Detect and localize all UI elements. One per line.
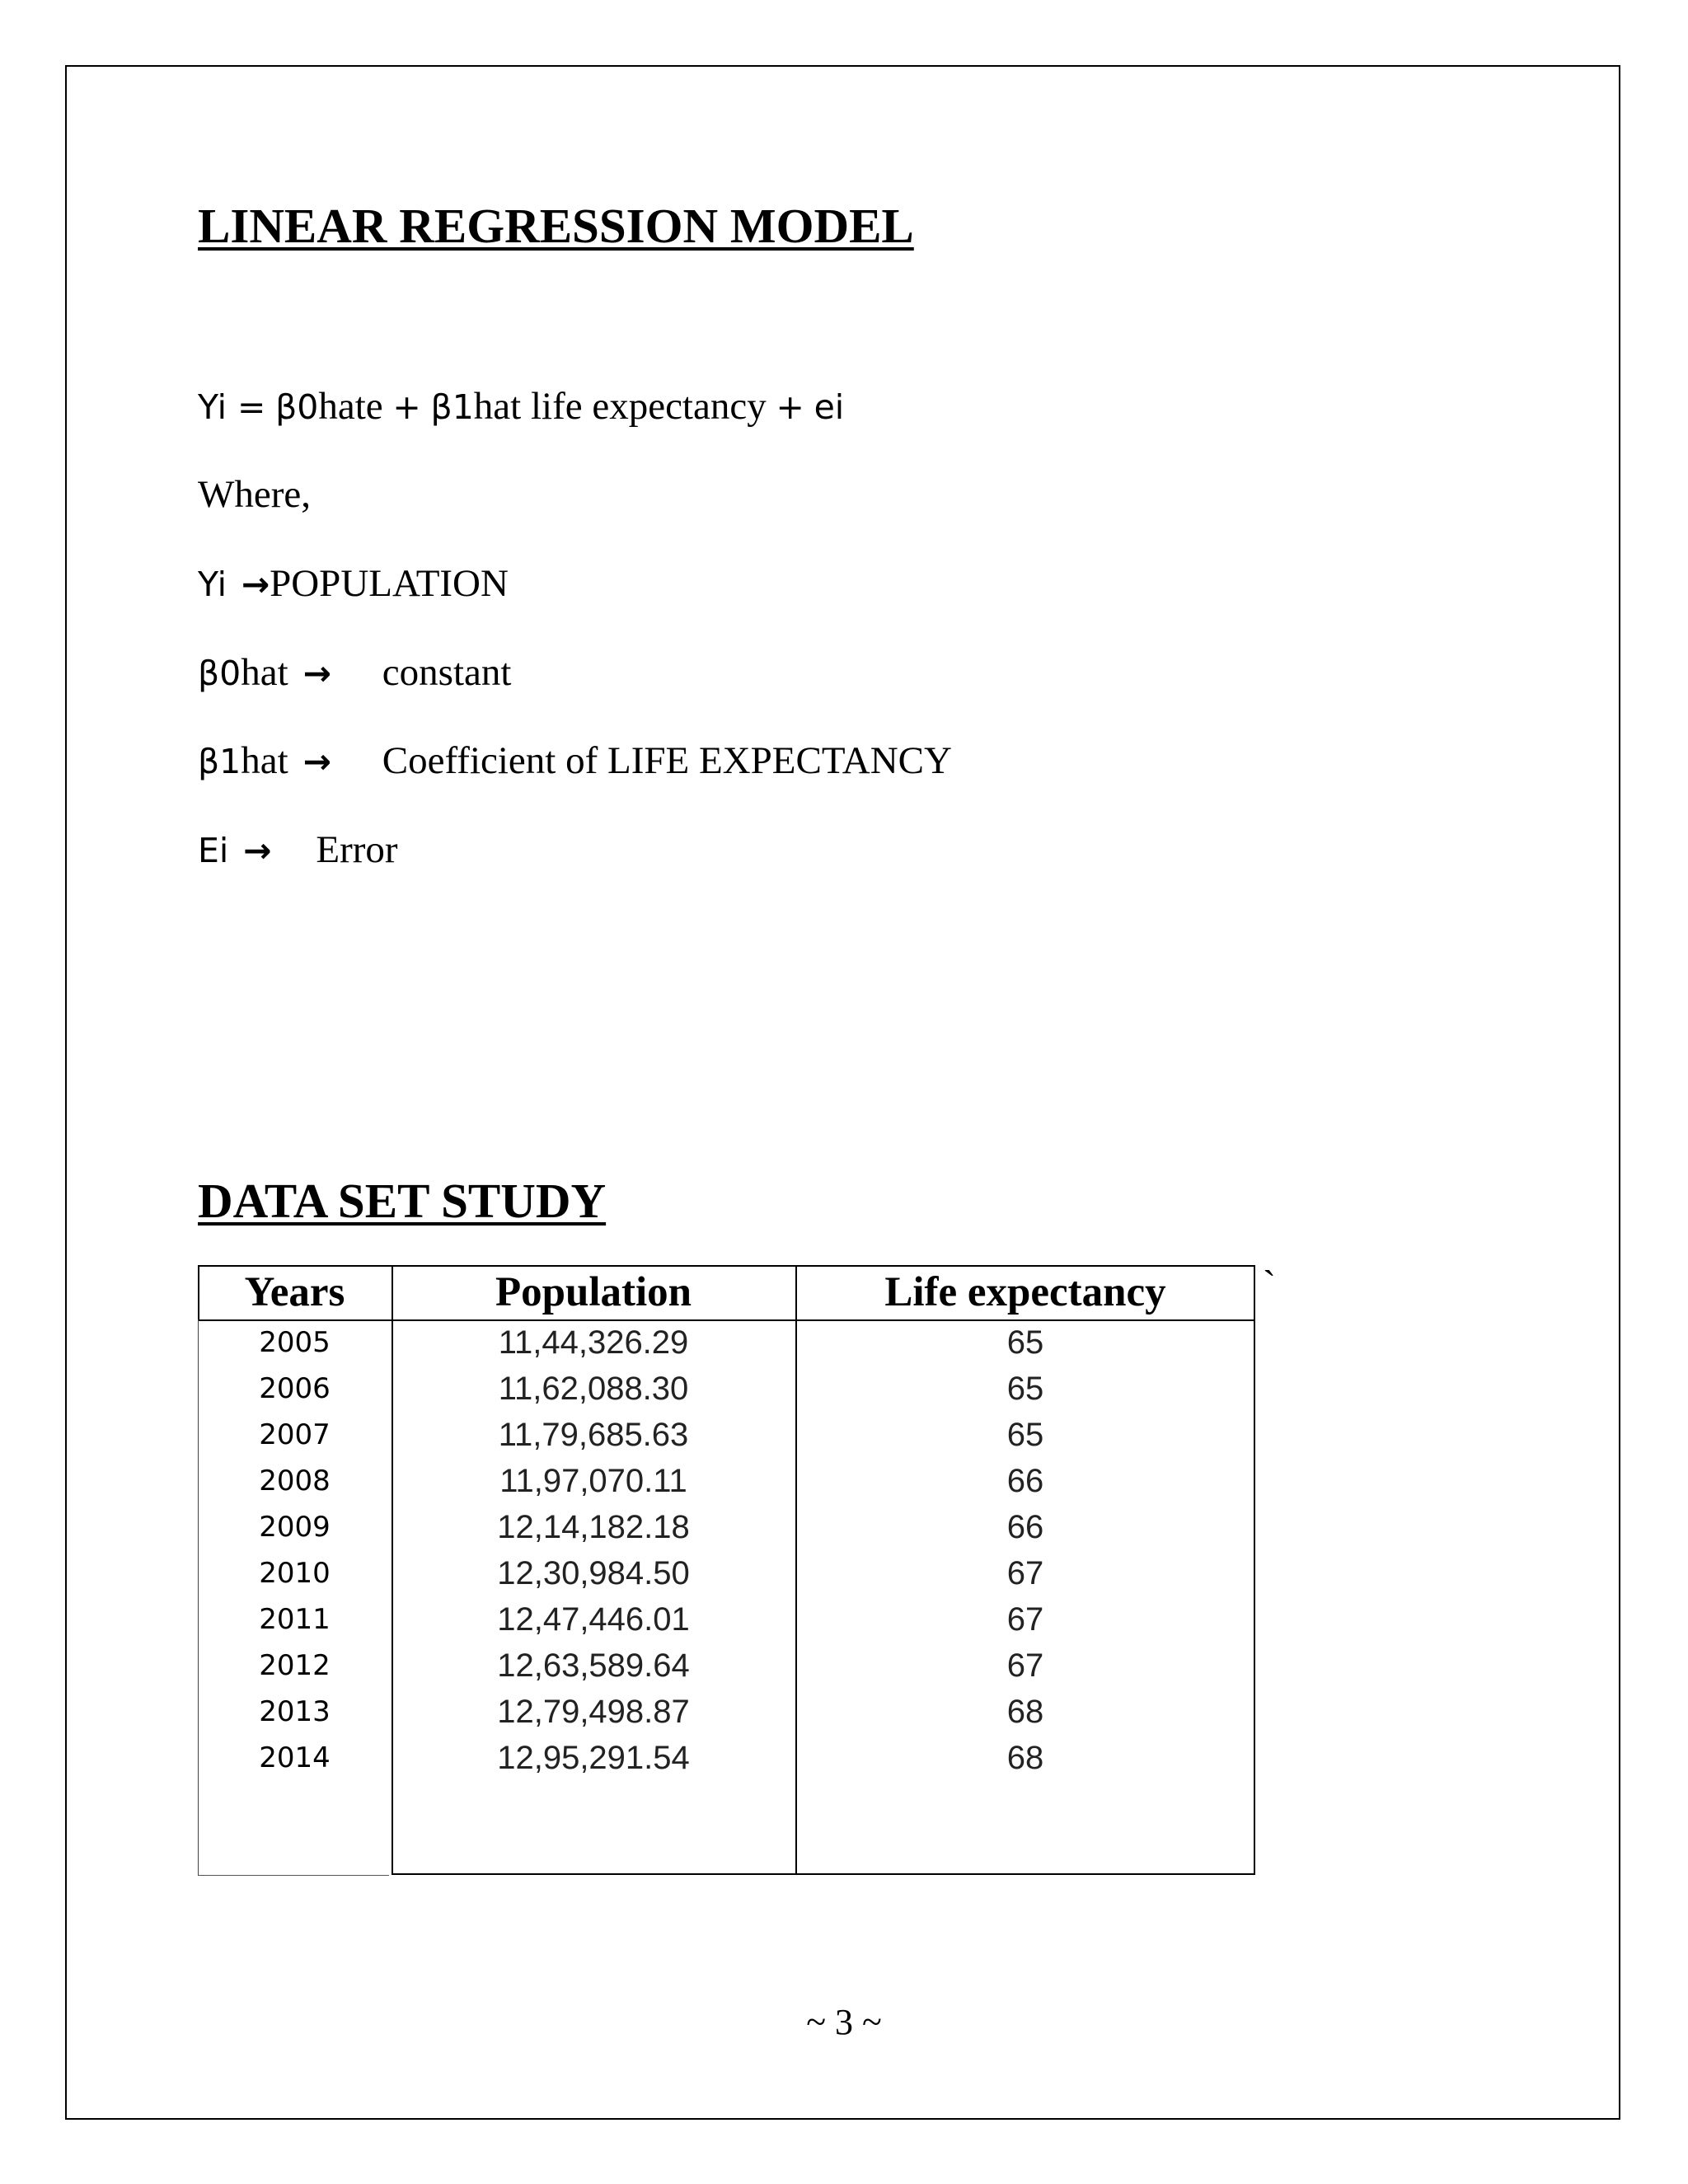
definition-row: β0hat → constant xyxy=(198,651,512,694)
cell-year: 2014 xyxy=(259,1741,331,1774)
column-header-population: Population xyxy=(495,1268,692,1315)
eq-beta0: β0 xyxy=(275,387,319,427)
cell-year: 2011 xyxy=(259,1603,331,1636)
eq-plus-2: + xyxy=(776,387,804,427)
cell-year: 2009 xyxy=(259,1511,331,1544)
arrow-right-icon: → xyxy=(241,565,270,604)
table-border-bottom-left xyxy=(198,1875,389,1876)
eq-beta1: β1 xyxy=(430,387,474,427)
page-number: ~ 3 ~ xyxy=(806,2002,882,2042)
table-row xyxy=(198,1596,1255,1643)
definition-row xyxy=(198,562,509,605)
table-border-bottom xyxy=(392,1873,1255,1875)
table-row xyxy=(198,1504,1255,1550)
cell-population: 12,14,182.18 xyxy=(497,1509,690,1545)
definition-row xyxy=(198,828,398,871)
eq-plus-1: + xyxy=(392,387,421,427)
definition-meaning: Error xyxy=(316,828,398,871)
cell-life-expectancy: 66 xyxy=(1006,1463,1044,1499)
definition-symbol: β1 xyxy=(198,742,241,781)
table-row xyxy=(198,1643,1255,1689)
cell-year: 2005 xyxy=(259,1326,331,1359)
cell-life-expectancy: 65 xyxy=(1006,1324,1044,1361)
eq-beta1-text: hat life expectancy xyxy=(473,385,767,428)
eq-yi: Yi = xyxy=(198,387,266,427)
definition-symbol: β0 xyxy=(198,654,241,693)
table-row xyxy=(198,1735,1255,1781)
arrow-right-icon: → xyxy=(302,654,331,693)
cell-year: 2006 xyxy=(259,1372,331,1405)
arrow-right-icon: → xyxy=(302,742,331,781)
definition-row: β1hat → Coefficient of LIFE EXPECTANCY xyxy=(198,739,952,782)
cell-population: 12,30,984.50 xyxy=(497,1555,690,1591)
definition-symbol: Yi xyxy=(198,565,227,604)
table-row xyxy=(198,1689,1255,1735)
arrow-right-icon: → xyxy=(243,831,272,870)
definition-meaning: Coefficient of LIFE EXPECTANCY xyxy=(382,739,952,782)
definition-meaning: constant xyxy=(382,651,512,694)
cell-population: 12,63,589.64 xyxy=(497,1647,690,1684)
cell-life-expectancy: 65 xyxy=(1006,1417,1044,1453)
cell-year: 2013 xyxy=(259,1695,331,1728)
cell-life-expectancy: 67 xyxy=(1006,1647,1044,1684)
definition-symbol: Ei xyxy=(198,831,229,870)
eq-beta0-text: hate xyxy=(318,385,383,428)
cell-population: 11,97,070.11 xyxy=(499,1463,687,1499)
cell-population: 11,79,685.63 xyxy=(498,1417,689,1453)
cell-population: 12,79,498.87 xyxy=(497,1694,690,1730)
cell-year: 2010 xyxy=(259,1557,331,1590)
table-row xyxy=(198,1550,1255,1596)
where-label: Where, xyxy=(198,473,311,516)
table-row xyxy=(198,1366,1255,1412)
regression-equation xyxy=(198,387,844,426)
table-row xyxy=(198,1458,1255,1504)
cell-life-expectancy: 68 xyxy=(1006,1740,1044,1776)
section-title-data-set-study: DATA SET STUDY xyxy=(198,1174,607,1228)
cell-life-expectancy: 67 xyxy=(1006,1601,1044,1638)
column-header-life-expectancy: Life expectancy xyxy=(884,1268,1166,1315)
cell-population: 12,95,291.54 xyxy=(497,1740,690,1776)
cell-year: 2012 xyxy=(259,1649,331,1682)
cell-population: 12,47,446.01 xyxy=(497,1601,690,1638)
cell-life-expectancy: 66 xyxy=(1006,1509,1044,1545)
stray-mark: ` xyxy=(1263,1263,1276,1306)
table-row xyxy=(198,1319,1255,1366)
cell-year: 2008 xyxy=(259,1465,331,1497)
section-title-linear-regression: LINEAR REGRESSION MODEL xyxy=(198,199,914,253)
cell-year: 2007 xyxy=(259,1418,331,1451)
cell-life-expectancy: 65 xyxy=(1006,1371,1044,1407)
cell-life-expectancy: 67 xyxy=(1006,1555,1044,1591)
table-row xyxy=(198,1412,1255,1458)
definition-meaning: POPULATION xyxy=(270,562,509,605)
cell-life-expectancy: 68 xyxy=(1006,1694,1044,1730)
cell-population: 11,44,326.29 xyxy=(498,1324,689,1361)
eq-ei: ei xyxy=(814,387,845,427)
column-header-years: Years xyxy=(244,1268,345,1315)
data-table xyxy=(198,1265,1255,1875)
cell-population: 11,62,088.30 xyxy=(498,1371,689,1407)
